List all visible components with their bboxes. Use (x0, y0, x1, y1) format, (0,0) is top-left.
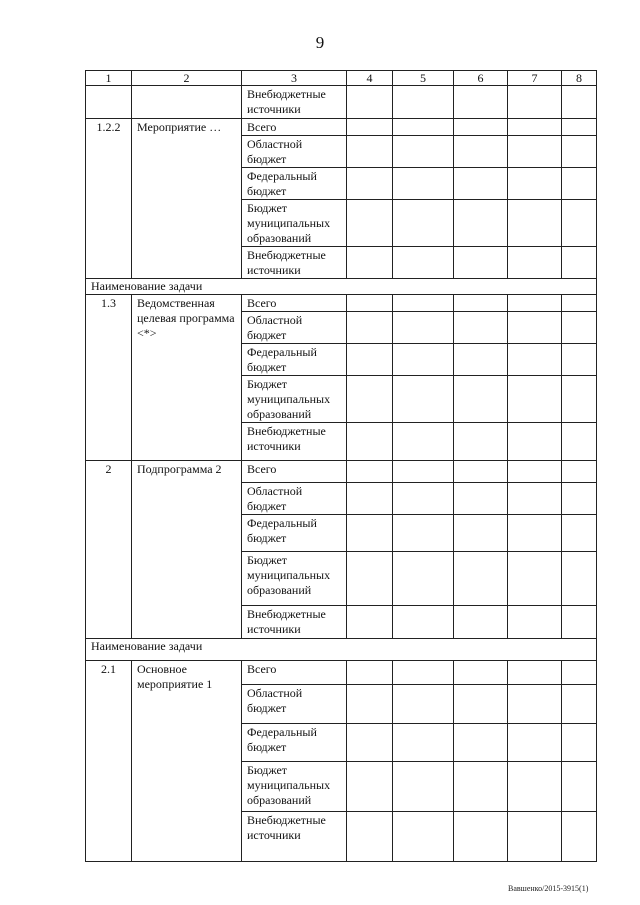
value-cell (393, 762, 454, 812)
table-row (86, 661, 597, 685)
value-cell (454, 661, 508, 685)
item-number: 2.1 (86, 661, 132, 862)
source-cell: Бюджет муниципальных образований (242, 376, 347, 423)
value-cell (508, 376, 562, 423)
name-cell (132, 86, 242, 119)
column-header: 5 (393, 71, 454, 86)
value-cell (508, 344, 562, 376)
source-cell: Областной бюджет (242, 685, 347, 724)
value-cell (454, 724, 508, 762)
value-cell (454, 483, 508, 515)
value-cell (454, 685, 508, 724)
value-cell (508, 247, 562, 279)
value-cell (562, 295, 597, 312)
value-cell (562, 515, 597, 552)
value-cell (393, 168, 454, 200)
value-cell (347, 136, 393, 168)
source-cell: Внебюджетные источники (242, 86, 347, 119)
source-cell: Внебюджетные источники (242, 247, 347, 279)
value-cell (454, 247, 508, 279)
value-cell (393, 552, 454, 606)
value-cell (347, 724, 393, 762)
value-cell (508, 724, 562, 762)
value-cell (454, 606, 508, 639)
value-cell (393, 606, 454, 639)
item-name: Ведомственная целевая программа <*> (132, 295, 242, 461)
value-cell (393, 247, 454, 279)
value-cell (454, 295, 508, 312)
value-cell (562, 312, 597, 344)
value-cell (393, 685, 454, 724)
value-cell (562, 483, 597, 515)
column-header: 2 (132, 71, 242, 86)
value-cell (347, 200, 393, 247)
source-cell: Федеральный бюджет (242, 168, 347, 200)
source-cell: Внебюджетные источники (242, 812, 347, 862)
value-cell (347, 552, 393, 606)
column-header: 7 (508, 71, 562, 86)
value-cell (508, 685, 562, 724)
source-cell: Областной бюджет (242, 136, 347, 168)
value-cell (562, 552, 597, 606)
source-cell: Всего (242, 461, 347, 483)
value-cell (393, 423, 454, 461)
source-cell: Всего (242, 119, 347, 136)
value-cell (508, 515, 562, 552)
value-cell (393, 200, 454, 247)
value-cell (347, 762, 393, 812)
source-cell: Областной бюджет (242, 483, 347, 515)
value-cell (508, 312, 562, 344)
value-cell (454, 552, 508, 606)
value-cell (454, 376, 508, 423)
value-cell (347, 606, 393, 639)
value-cell (454, 86, 508, 119)
value-cell (347, 483, 393, 515)
source-cell: Внебюджетные источники (242, 423, 347, 461)
header-row (86, 71, 597, 86)
value-cell (454, 423, 508, 461)
source-cell: Всего (242, 295, 347, 312)
value-cell (508, 200, 562, 247)
value-cell (562, 168, 597, 200)
item-number: 1.3 (86, 295, 132, 461)
value-cell (393, 515, 454, 552)
value-cell (454, 515, 508, 552)
section-title: Наименование задачи (86, 279, 597, 295)
value-cell (393, 483, 454, 515)
column-header: 8 (562, 71, 597, 86)
value-cell (393, 86, 454, 119)
value-cell (393, 812, 454, 862)
value-cell (347, 661, 393, 685)
source-cell: Бюджет муниципальных образований (242, 762, 347, 812)
value-cell (454, 762, 508, 812)
section-title: Наименование задачи (86, 639, 597, 661)
value-cell (347, 812, 393, 862)
value-cell (347, 685, 393, 724)
source-cell: Бюджет муниципальных образований (242, 200, 347, 247)
source-cell: Федеральный бюджет (242, 344, 347, 376)
value-cell (347, 344, 393, 376)
value-cell (562, 812, 597, 862)
value-cell (347, 423, 393, 461)
number-cell (86, 86, 132, 119)
value-cell (393, 312, 454, 344)
table-row (86, 86, 597, 119)
value-cell (562, 344, 597, 376)
column-header: 4 (347, 71, 393, 86)
value-cell (508, 461, 562, 483)
value-cell (562, 423, 597, 461)
value-cell (347, 295, 393, 312)
table-row (86, 295, 597, 312)
item-number: 1.2.2 (86, 119, 132, 279)
value-cell (562, 247, 597, 279)
value-cell (393, 119, 454, 136)
value-cell (508, 483, 562, 515)
value-cell (454, 344, 508, 376)
table-row (86, 461, 597, 483)
value-cell (454, 136, 508, 168)
value-cell (454, 168, 508, 200)
budget-table (85, 70, 597, 862)
source-cell: Бюджет муниципальных образований (242, 552, 347, 606)
item-name: Мероприятие … (132, 119, 242, 279)
value-cell (347, 119, 393, 136)
table-row (86, 119, 597, 136)
item-number: 2 (86, 461, 132, 639)
source-cell: Внебюджетные источники (242, 606, 347, 639)
value-cell (562, 119, 597, 136)
source-cell: Областной бюджет (242, 312, 347, 344)
value-cell (393, 461, 454, 483)
value-cell (508, 86, 562, 119)
value-cell (393, 344, 454, 376)
value-cell (562, 606, 597, 639)
value-cell (454, 461, 508, 483)
value-cell (393, 661, 454, 685)
footer-code: Вавшенко/2015-3915(1) (508, 884, 589, 893)
value-cell (347, 376, 393, 423)
value-cell (508, 661, 562, 685)
value-cell (393, 376, 454, 423)
value-cell (393, 724, 454, 762)
value-cell (508, 136, 562, 168)
column-header: 1 (86, 71, 132, 86)
source-cell: Федеральный бюджет (242, 724, 347, 762)
value-cell (454, 812, 508, 862)
value-cell (347, 247, 393, 279)
value-cell (562, 661, 597, 685)
value-cell (508, 606, 562, 639)
value-cell (347, 515, 393, 552)
value-cell (393, 136, 454, 168)
value-cell (562, 376, 597, 423)
value-cell (347, 168, 393, 200)
value-cell (508, 762, 562, 812)
value-cell (562, 136, 597, 168)
section-row (86, 639, 597, 661)
source-cell: Федеральный бюджет (242, 515, 347, 552)
value-cell (562, 86, 597, 119)
value-cell (562, 724, 597, 762)
page-number: 9 (315, 33, 325, 52)
item-name: Подпрограмма 2 (132, 461, 242, 639)
value-cell (508, 295, 562, 312)
column-header: 6 (454, 71, 508, 86)
value-cell (508, 552, 562, 606)
value-cell (562, 200, 597, 247)
column-header: 3 (242, 71, 347, 86)
value-cell (347, 312, 393, 344)
value-cell (562, 762, 597, 812)
source-cell: Всего (242, 661, 347, 685)
value-cell (562, 685, 597, 724)
value-cell (393, 295, 454, 312)
value-cell (508, 423, 562, 461)
value-cell (454, 312, 508, 344)
value-cell (508, 812, 562, 862)
item-name: Основное мероприятие 1 (132, 661, 242, 862)
value-cell (454, 119, 508, 136)
value-cell (562, 461, 597, 483)
value-cell (508, 119, 562, 136)
value-cell (347, 86, 393, 119)
value-cell (508, 168, 562, 200)
section-row (86, 279, 597, 295)
value-cell (347, 461, 393, 483)
value-cell (454, 200, 508, 247)
